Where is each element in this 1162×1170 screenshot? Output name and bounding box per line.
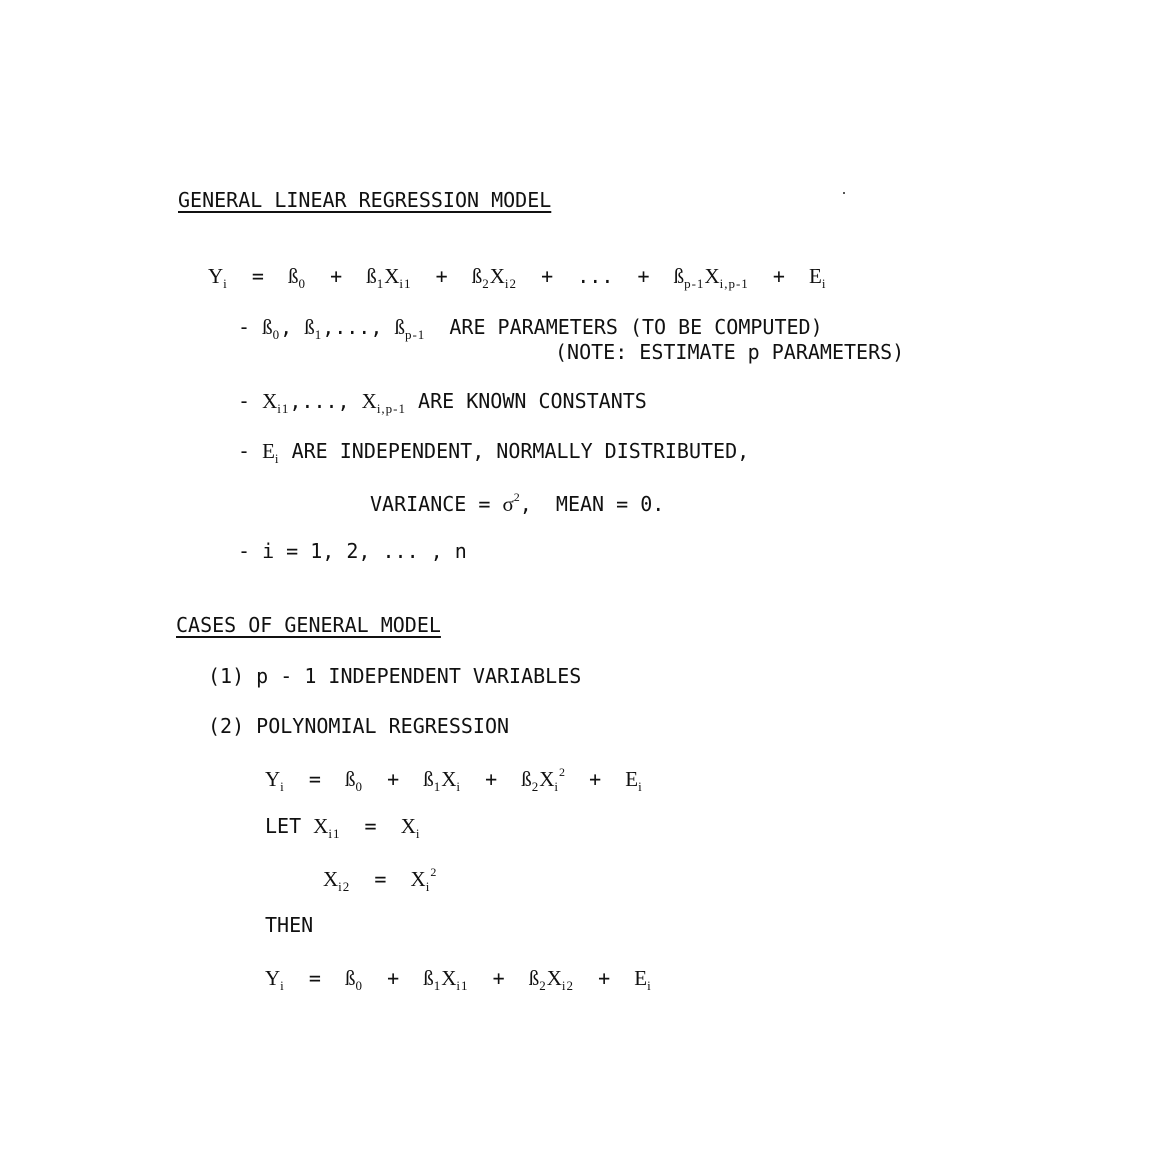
final-segment-15: + xyxy=(574,966,635,990)
poly-segment-14: i xyxy=(554,779,560,794)
general-segment-8: X xyxy=(384,264,400,288)
final-segment-12: 2 xyxy=(539,978,547,993)
constants-segment-5: i,p-1 xyxy=(376,401,407,416)
poly-segment-6: ß xyxy=(423,767,434,791)
let2-segment-1: i2 xyxy=(338,879,351,894)
errors-segment-3: ARE INDEPENDENT, NORMALLY DISTRIBUTED, xyxy=(279,439,750,463)
poly-segment-13: X xyxy=(539,767,555,791)
final-segment-11: ß xyxy=(528,966,540,990)
poly-segment-3: ß xyxy=(345,767,356,791)
case2-segment-0: (2) POLYNOMIAL REGRESSION xyxy=(208,714,510,738)
errors-segment-1: E xyxy=(262,439,275,463)
errors-segment-2: i xyxy=(274,451,280,466)
params-segment-9: ARE PARAMETERS (TO BE COMPUTED) xyxy=(425,315,823,339)
final-segment-10: + xyxy=(468,966,529,990)
params-segment-3: , xyxy=(280,315,305,339)
equation-final xyxy=(265,968,652,992)
params-segment-6: ,..., xyxy=(322,315,395,339)
variance-segment-0: VARIANCE = xyxy=(370,492,503,516)
final-segment-14: i2 xyxy=(561,978,575,993)
general-segment-16: ß xyxy=(673,264,685,288)
general-segment-19: i,p-1 xyxy=(719,276,749,291)
general-segment-5: + xyxy=(306,264,367,288)
equation-general-model xyxy=(208,266,826,290)
general-segment-4: 0 xyxy=(298,276,307,291)
final-segment-16: E xyxy=(634,966,648,990)
let1-segment-5: i xyxy=(415,826,421,841)
bullet-errors xyxy=(238,441,749,465)
poly-segment-2: = xyxy=(284,767,346,791)
bullet-parameters xyxy=(238,317,823,341)
general-segment-1: i xyxy=(223,276,228,291)
general-segment-6: ß xyxy=(366,264,377,288)
general-segment-14: i2 xyxy=(504,276,518,291)
final-segment-7: 1 xyxy=(433,978,442,993)
poly-segment-5: + xyxy=(363,767,424,791)
params-segment-2: 0 xyxy=(272,327,281,342)
scan-speck xyxy=(843,192,845,194)
variance-segment-3: , MEAN = 0. xyxy=(519,492,665,516)
poly-segment-12: 2 xyxy=(531,779,540,794)
poly-segment-4: 0 xyxy=(355,779,364,794)
let1-segment-3: = xyxy=(340,814,401,838)
params-segment-8: p-1 xyxy=(404,327,426,342)
general-segment-7: 1 xyxy=(376,276,385,291)
general-segment-3: ß xyxy=(288,264,299,288)
constants-segment-6: ARE KNOWN CONSTANTS xyxy=(406,389,647,413)
final-segment-4: 0 xyxy=(355,978,364,993)
poly-segment-17: E xyxy=(625,767,639,791)
general-segment-10: + xyxy=(411,264,472,288)
case-1-independent-variables xyxy=(208,666,581,686)
general-segment-2: = xyxy=(227,264,289,288)
variance-segment-1: σ xyxy=(502,492,514,516)
poly-segment-0: Y xyxy=(265,767,281,791)
final-segment-9: i1 xyxy=(456,978,469,993)
final-segment-17: i xyxy=(647,978,652,993)
case1-segment-0: (1) p - 1 INDEPENDENT VARIABLES xyxy=(208,664,582,688)
final-segment-1: i xyxy=(280,978,285,993)
general-segment-20: + xyxy=(748,264,810,288)
poly-segment-9: i xyxy=(456,779,462,794)
note-segment-0: (NOTE: ESTIMATE p PARAMETERS) xyxy=(555,340,905,364)
variance-mean-line xyxy=(370,491,664,515)
let1-segment-0: LET xyxy=(265,814,314,838)
xi2-equals-xi-squared xyxy=(323,866,436,893)
errors-segment-0: - xyxy=(238,439,263,463)
params-segment-5: 1 xyxy=(314,327,323,342)
general-segment-13: X xyxy=(489,264,505,288)
let2-segment-2: = xyxy=(350,867,411,891)
let2-segment-0: X xyxy=(323,867,339,891)
case-2-polynomial-regression xyxy=(208,716,509,736)
constants-segment-2: i1 xyxy=(277,401,290,416)
then-segment-0: THEN xyxy=(265,913,314,937)
general-segment-0: Y xyxy=(208,264,224,288)
general-segment-9: i1 xyxy=(399,276,412,291)
general-segment-21: E xyxy=(809,264,822,288)
constants-segment-1: X xyxy=(262,389,278,413)
general-segment-12: 2 xyxy=(482,276,490,291)
let2-segment-5: 2 xyxy=(430,865,437,879)
general-segment-17: p-1 xyxy=(684,276,705,291)
final-segment-0: Y xyxy=(265,966,281,990)
poly-segment-11: ß xyxy=(521,767,532,791)
params-segment-1: ß xyxy=(262,315,273,339)
poly-segment-1: i xyxy=(280,779,285,794)
final-segment-5: + xyxy=(363,966,424,990)
poly-segment-7: 1 xyxy=(433,779,442,794)
heading-general-linear-regression-model: GENERAL LINEAR REGRESSION MODEL xyxy=(178,188,552,212)
let2-segment-4: i xyxy=(425,879,431,894)
general-segment-15: + ... + xyxy=(517,264,674,288)
let1-segment-2: i1 xyxy=(328,826,341,841)
equation-polynomial xyxy=(265,766,643,793)
bullet-index-range xyxy=(238,541,467,561)
general-segment-22: i xyxy=(821,276,827,291)
constants-segment-0: - xyxy=(238,389,263,413)
poly-segment-10: + xyxy=(461,767,522,791)
constants-segment-3: ,..., xyxy=(289,389,362,413)
poly-segment-18: i xyxy=(638,779,643,794)
general-segment-18: X xyxy=(704,264,720,288)
poly-segment-15: 2 xyxy=(559,765,566,779)
poly-segment-16: + xyxy=(565,767,626,791)
final-segment-6: ß xyxy=(423,966,434,990)
poly-segment-8: X xyxy=(441,767,457,791)
heading-cases-of-general-model: CASES OF GENERAL MODEL xyxy=(176,613,441,637)
params-segment-0: - xyxy=(238,315,263,339)
params-segment-7: ß xyxy=(394,315,405,339)
final-segment-3: ß xyxy=(345,966,356,990)
then-label xyxy=(265,915,313,935)
final-segment-2: = xyxy=(284,966,346,990)
constants-segment-4: X xyxy=(361,389,377,413)
note-estimate-parameters xyxy=(555,342,904,362)
let2-segment-3: X xyxy=(410,867,426,891)
final-segment-8: X xyxy=(441,966,457,990)
let-xi1-equals-xi xyxy=(265,816,420,840)
variance-segment-2: 2 xyxy=(513,490,520,504)
bullet-known-constants xyxy=(238,391,647,415)
final-segment-13: X xyxy=(546,966,562,990)
let1-segment-1: X xyxy=(313,814,329,838)
let1-segment-4: X xyxy=(400,814,416,838)
general-segment-11: ß xyxy=(471,264,483,288)
index-segment-0: - i = 1, 2, ... , n xyxy=(238,539,467,563)
params-segment-4: ß xyxy=(304,315,315,339)
